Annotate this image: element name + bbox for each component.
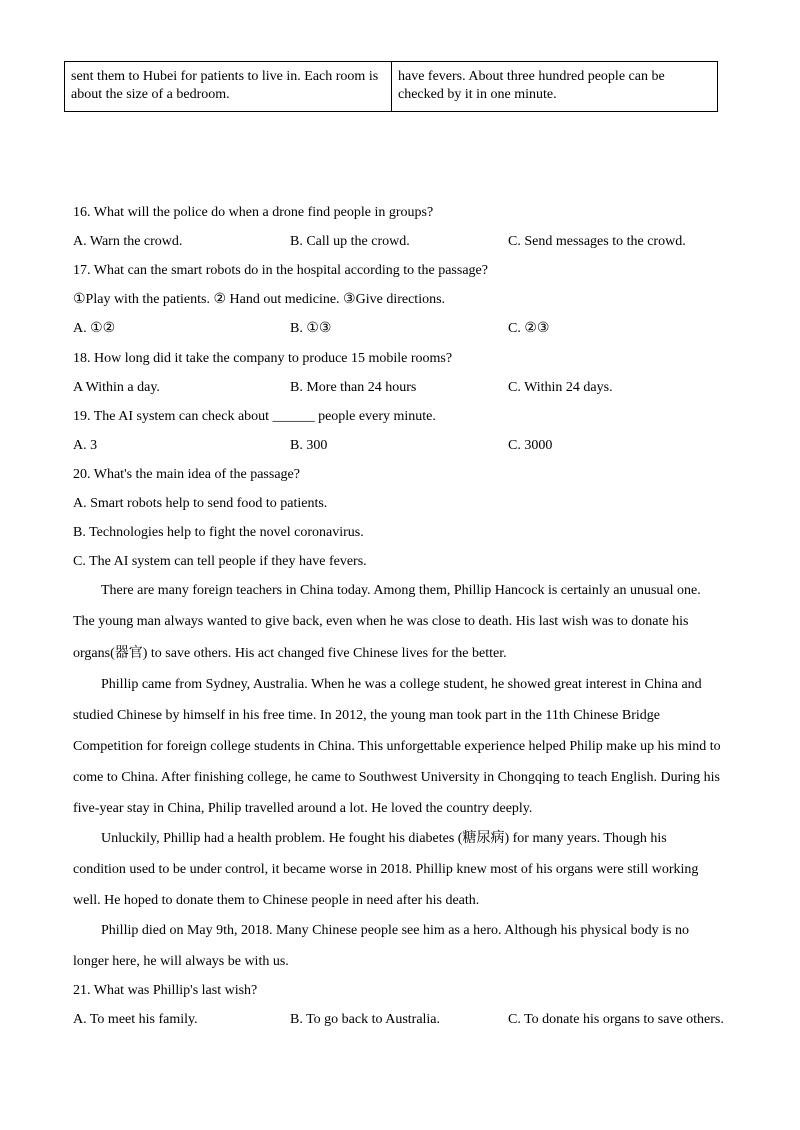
- q17-option-b: B. ①③: [290, 321, 332, 336]
- q20-option-c: C. The AI system can tell people if they have fevers.: [73, 554, 367, 569]
- q19-option-b: B. 300: [290, 438, 328, 453]
- q20-option-b: B. Technologies help to fight the novel coronavirus.: [73, 525, 364, 540]
- passage-p2-line-3: Competition for foreign college students in China. This unforgettable experience helped Philip make up his mind to: [73, 739, 721, 754]
- passage-p2-line-2: studied Chinese by himself in his free time. In 2012, the young man took part in the 11th Chinese Bridge: [73, 708, 660, 723]
- table-left-line-1: sent them to Hubei for patients to live in. Each room is: [71, 69, 379, 84]
- q18-option-b: B. More than 24 hours: [290, 380, 417, 395]
- table-cell-right: [392, 62, 717, 111]
- question-20: 20. What's the main idea of the passage?: [73, 467, 300, 482]
- q16-option-a: A. Warn the crowd.: [73, 234, 183, 249]
- question-21: 21. What was Phillip's last wish?: [73, 983, 258, 998]
- q21-option-b: B. To go back to Australia.: [290, 1012, 441, 1027]
- q17-option-a: A. ①②: [73, 321, 116, 336]
- question-17: 17. What can the smart robots do in the hospital according to the passage?: [73, 263, 488, 278]
- question-18: 18. How long did it take the company to produce 15 mobile rooms?: [73, 351, 453, 366]
- q16-option-b: B. Call up the crowd.: [290, 234, 410, 249]
- q20-option-a: A. Smart robots help to send food to patients.: [73, 496, 328, 511]
- q21-option-a: A. To meet his family.: [73, 1012, 198, 1027]
- question-19: 19. The AI system can check about ______ people every minute.: [73, 409, 436, 424]
- q17-statements: ①Play with the patients. ② Hand out medicine. ③Give directions.: [73, 292, 446, 307]
- passage-p1-line-3: organs(器官) to save others. His act changed five Chinese lives for the better.: [73, 646, 507, 661]
- q18-option-a: A Within a day.: [73, 380, 160, 395]
- passage-p1-line-2: The young man always wanted to give back, even when he was close to death. His last wish was to donate his: [73, 614, 689, 629]
- passage-p1-line-1: There are many foreign teachers in China today. Among them, Phillip Hancock is certainly an unusual one.: [101, 583, 701, 598]
- table-right-line-2: checked by it in one minute.: [398, 87, 557, 102]
- passage-table: [64, 61, 718, 112]
- q19-option-a: A. 3: [73, 438, 98, 453]
- q18-option-c: C. Within 24 days.: [508, 380, 613, 395]
- table-right-line-1: have fevers. About three hundred people can be: [398, 69, 665, 84]
- table-cell-left: [65, 62, 392, 111]
- table-left-line-2: about the size of a bedroom.: [71, 87, 230, 102]
- passage-p4-line-2: longer here, he will always be with us.: [73, 954, 289, 969]
- q19-option-c: C. 3000: [508, 438, 553, 453]
- q16-option-c: C. Send messages to the crowd.: [508, 234, 686, 249]
- passage-p3-line-3: well. He hoped to donate them to Chinese people in need after his death.: [73, 893, 480, 908]
- q17-option-c: C. ②③: [508, 321, 550, 336]
- q21-option-c: C. To donate his organs to save others.: [508, 1012, 724, 1027]
- passage-p4-line-1: Phillip died on May 9th, 2018. Many Chinese people see him as a hero. Although his physical body is no: [101, 923, 689, 938]
- passage-p3-line-1: Unluckily, Phillip had a health problem. He fought his diabetes (糖尿病) for many years. Though his: [101, 831, 667, 846]
- question-16: 16. What will the police do when a drone find people in groups?: [73, 205, 434, 220]
- passage-p2-line-5: five-year stay in China, Philip travelled around a lot. He loved the country deeply.: [73, 801, 533, 816]
- passage-p2-line-1: Phillip came from Sydney, Australia. When he was a college student, he showed great interest in China and: [101, 677, 702, 692]
- passage-p3-line-2: condition used to be under control, it became worse in 2018. Phillip knew most of his organs were still working: [73, 862, 699, 877]
- passage-p2-line-4: come to China. After finishing college, he came to Southwest University in Chongqing to teach English. During his: [73, 770, 721, 785]
